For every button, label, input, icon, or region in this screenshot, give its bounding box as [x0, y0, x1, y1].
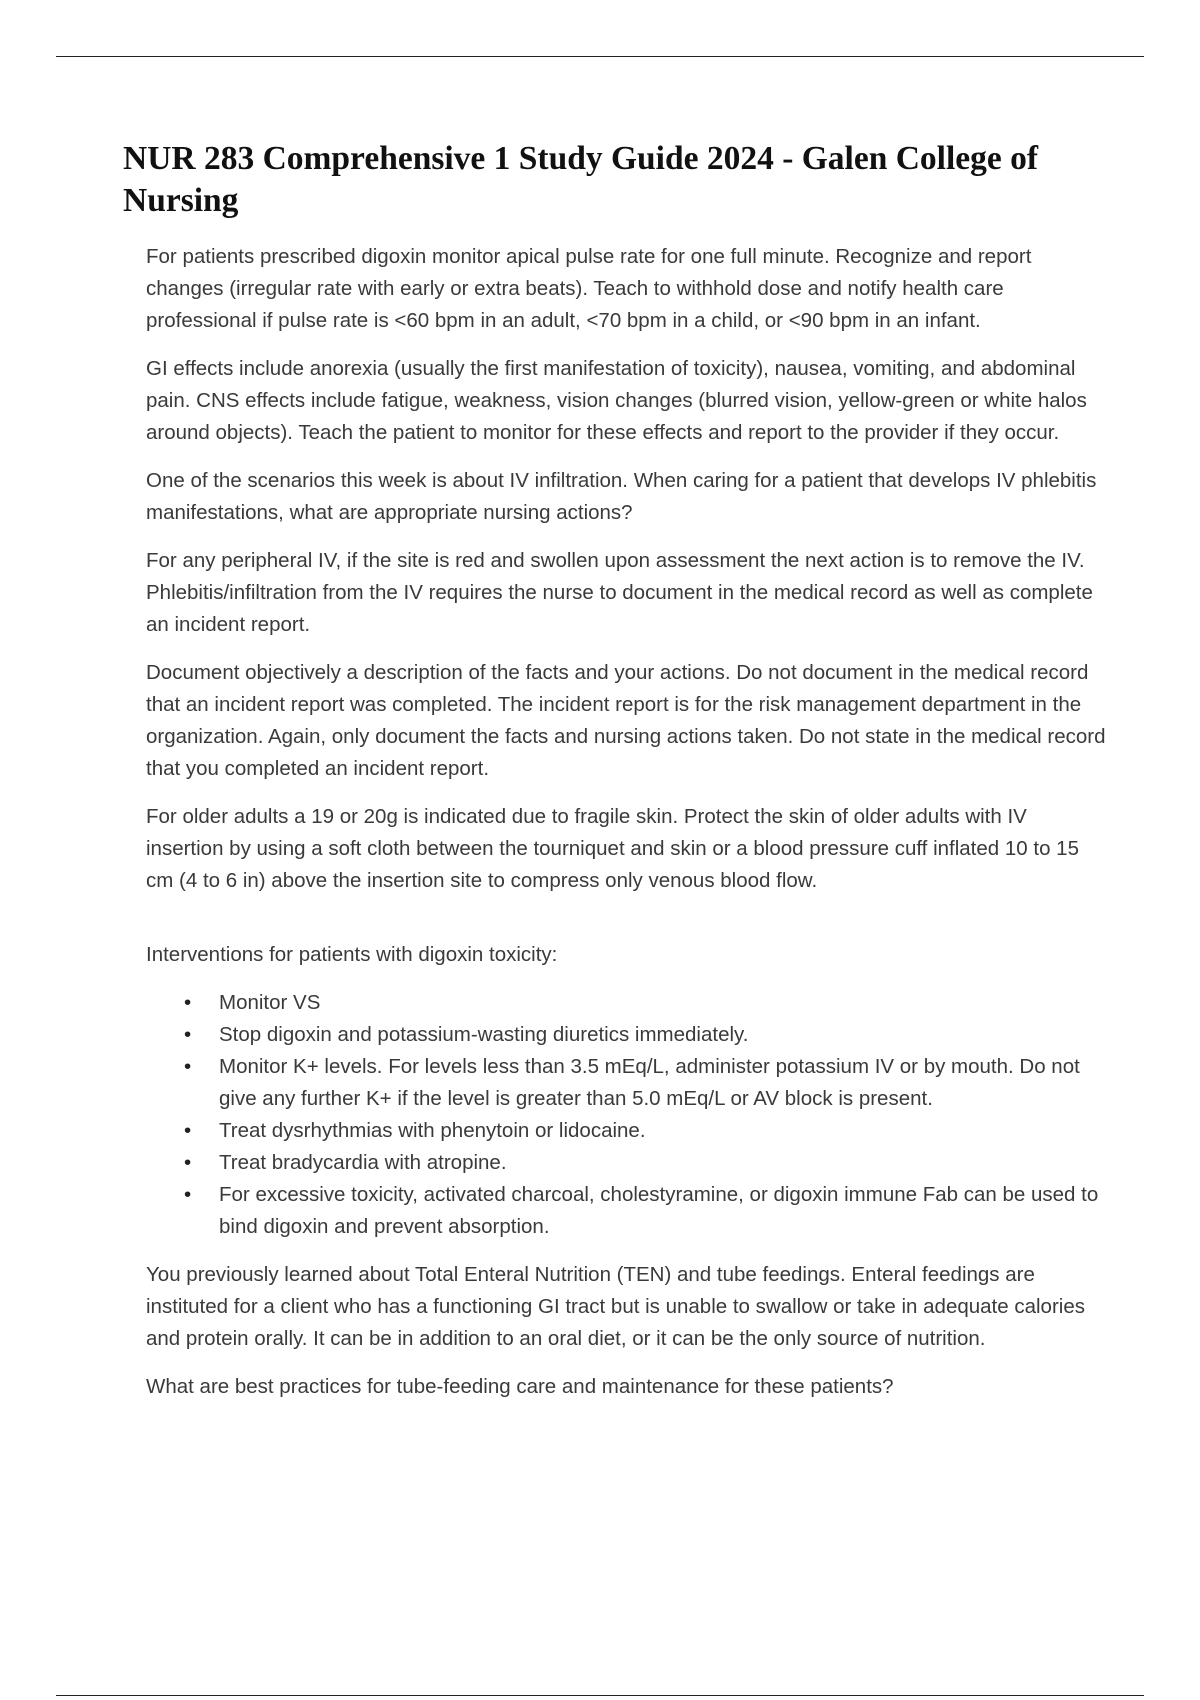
list-item: • Monitor K+ levels. For levels less than 3.5 mEq/L, administer potassium IV or by mouth. Do not give any further K+ if the level is greater than 5.0 mEq/L or AV block is present. [219, 1051, 1106, 1115]
header-rule [56, 56, 1144, 57]
document-title: NUR 283 Comprehensive 1 Study Guide 2024 - Galen College of Nursing [123, 140, 1039, 219]
list-item: • Treat dysrhythmias with phenytoin or lidocaine. [219, 1115, 1106, 1147]
interventions-list [146, 987, 1106, 1243]
paragraph-digoxin-effects: GI effects include anorexia (usually the first manifestation of toxicity), nausea, vomiting, and abdominal pain. CNS effects include fatigue, weakness, vision changes (blurred vision, yellow-green or white halos around objects). Teach the patient to monitor for these effects and report to the provider if they occur. [146, 357, 1087, 444]
paragraph-documentation: Document objectively a description of the facts and your actions. Do not document in the medical record that an incident report was completed. The incident report is for the risk management department in the organization. Again, only document the facts and nursing actions taken. Do not state in the medical record that you completed an incident report. [146, 661, 1106, 780]
paragraph-peripheral-iv: For any peripheral IV, if the site is red and swollen upon assessment the next action is to remove the IV. Phlebitis/infiltration from the IV requires the nurse to document in the medical record as well as complete an incident report. [146, 549, 1093, 636]
paragraph-tube-feeding-question: What are best practices for tube-feeding care and maintenance for these patients? [146, 1375, 894, 1398]
list-item: • Monitor VS [219, 987, 1106, 1019]
list-item: • Stop digoxin and potassium-wasting diuretics immediately. [219, 1019, 1106, 1051]
footer-rule [56, 1695, 1144, 1696]
paragraph-older-adults: For older adults a 19 or 20g is indicated due to fragile skin. Protect the skin of older adults with IV insertion by using a soft cloth between the tourniquet and skin or a blood pressure cuff inflated 10 to 15 cm (4 to 6 in) above the insertion site to compress only venous blood flow. [146, 805, 1079, 892]
list-item: • Treat bradycardia with atropine. [219, 1147, 1106, 1179]
interventions-heading: Interventions for patients with digoxin toxicity: [146, 943, 558, 966]
document-body [146, 241, 1106, 1419]
paragraph-iv-scenario: One of the scenarios this week is about IV infiltration. When caring for a patient that develops IV phlebitis manifestations, what are appropriate nursing actions? [146, 469, 1097, 524]
paragraph-digoxin-pulse: For patients prescribed digoxin monitor apical pulse rate for one full minute. Recognize and report changes (irregular rate with early or extra beats). Teach to withhold dose and notify health care professional if pulse rate is <60 bpm in an adult, <70 bpm in a child, or <90 bpm in an infant. [146, 245, 1032, 332]
list-item: • For excessive toxicity, activated charcoal, cholestyramine, or digoxin immune Fab can be used to bind digoxin and prevent absorption. [219, 1179, 1106, 1243]
paragraph-enteral-nutrition: You previously learned about Total Enteral Nutrition (TEN) and tube feedings. Enteral feedings are instituted for a client who has a functioning GI tract but is unable to swallow or take in adequate calories and protein orally. It can be in addition to an oral diet, or it can be the only source of nutrition. [146, 1263, 1085, 1350]
